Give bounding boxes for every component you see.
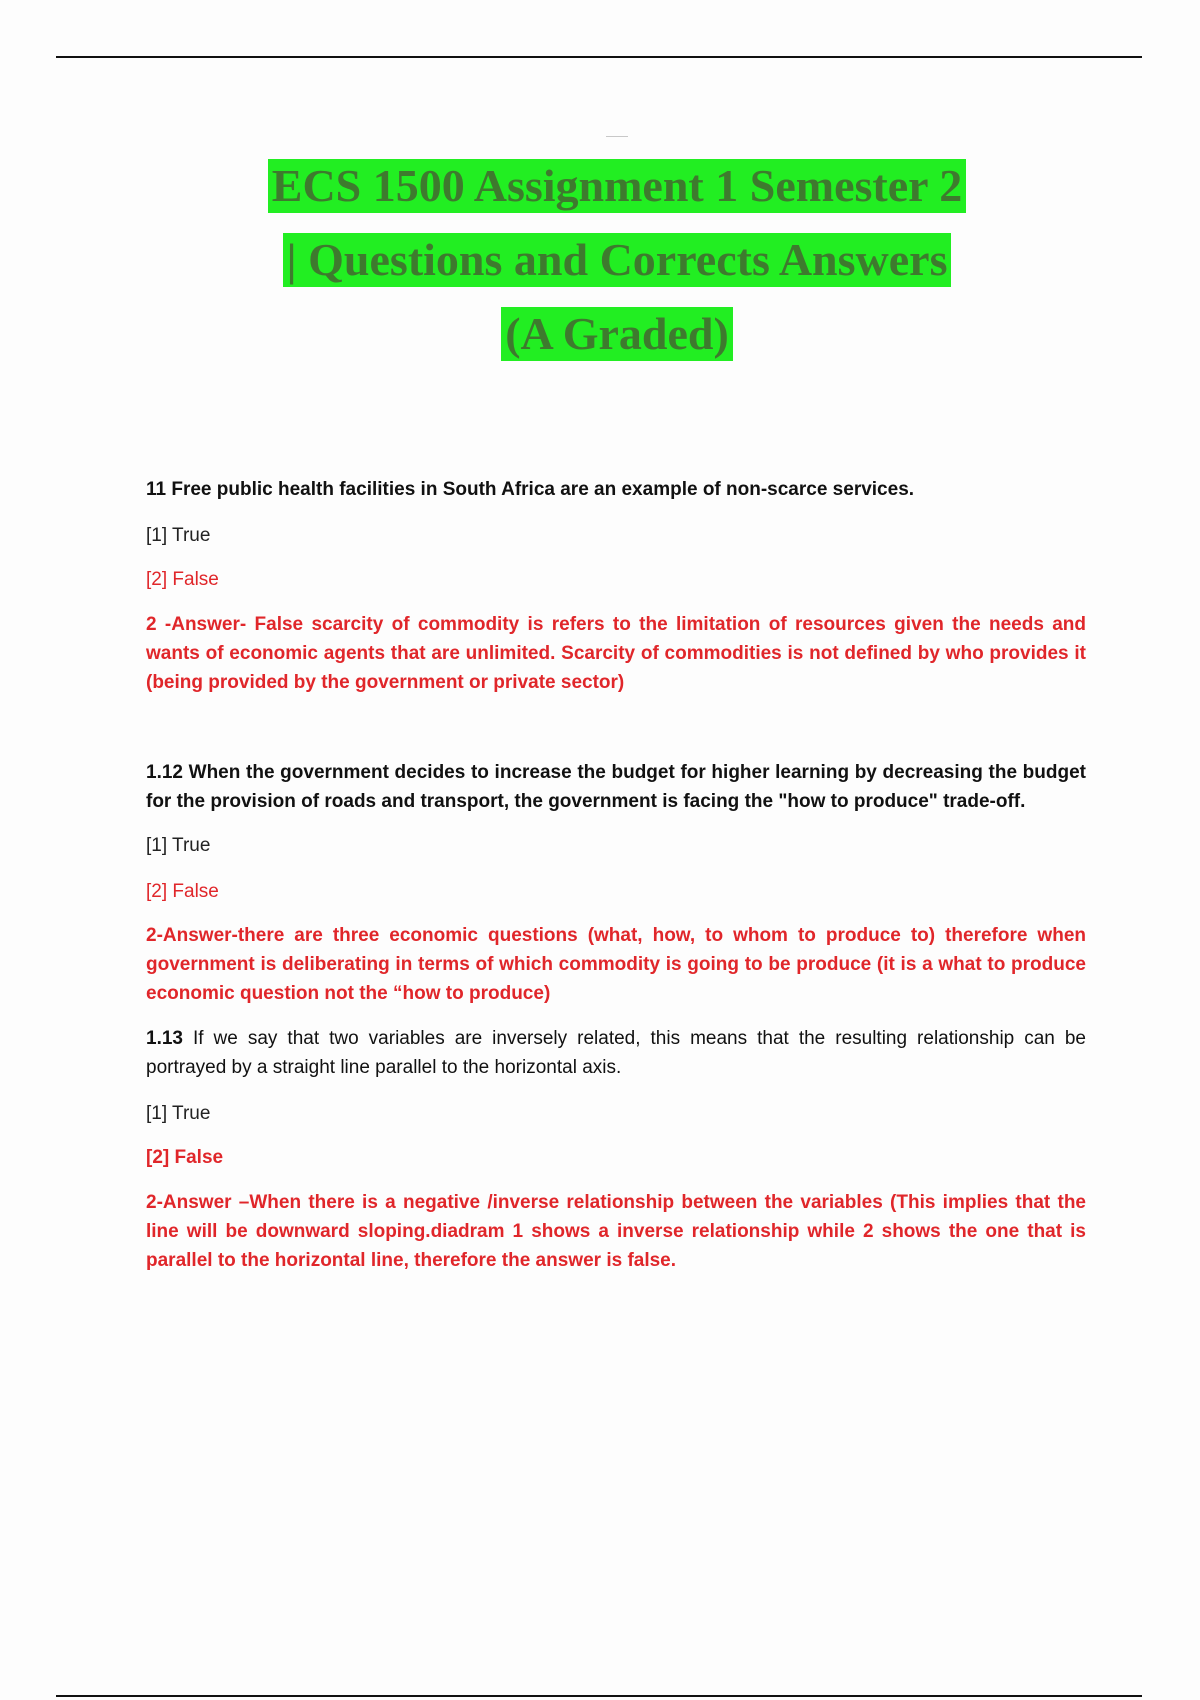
- question-11-answer: 2 -Answer- False scarcity of commodity is refers to the limitation of resources given the needs and wants of economic agents that are unlimited. Scarcity of commodities is not defined by who provides it (being provided by the government or private sector): [146, 614, 1086, 693]
- questions-content: [146, 475, 1086, 1275]
- bottom-rule: [56, 1695, 1142, 1697]
- faint-mark: [606, 136, 628, 137]
- title-line-3: (A Graded): [501, 307, 733, 361]
- question-13-answer: 2-Answer –When there is a negative /inverse relationship between the variables (This implies that the line will be downward sloping.diadram 1 shows a inverse relationship while 2 shows the one that is parallel to the horizontal line, therefore the answer is false.: [146, 1192, 1086, 1271]
- question-13-option-2: [2] False: [146, 1147, 224, 1168]
- question-12-number: 1.12: [146, 762, 183, 783]
- question-12-answer: 2-Answer-there are three economic questions (what, how, to whom to produce to) therefore when government is deliberating in terms of which commodity is going to be produce (it is a what to produce economic question not the “how to produce): [146, 925, 1086, 1004]
- question-12-option-1: [1] True: [146, 835, 211, 856]
- question-12-option-2: [2] False: [146, 881, 219, 902]
- document-title: [0, 152, 1200, 374]
- top-rule: [56, 56, 1142, 58]
- question-13-body: If we say that two variables are inversely related, this means that the resulting relationship can be portrayed by a straight line parallel to the horizontal axis.: [146, 1028, 1087, 1078]
- question-11-option-1: [1] True: [146, 525, 211, 546]
- question-12-body: When the government decides to increase the budget for higher learning by decreasing the budget for the provision of roads and transport, the government is facing the "how to produce" trade-off.: [146, 762, 1086, 812]
- question-13-option-1: [1] True: [146, 1103, 211, 1124]
- title-line-2: | Questions and Corrects Answers: [283, 233, 952, 287]
- question-11-option-2: [2] False: [146, 569, 219, 590]
- question-11-text: 11 Free public health facilities in South Africa are an example of non-scarce services.: [146, 479, 915, 500]
- question-13-number: 1.13: [146, 1028, 183, 1049]
- question-13-text: [146, 1024, 1086, 1082]
- title-line-1: ECS 1500 Assignment 1 Semester 2: [268, 159, 966, 213]
- question-12-text: [146, 758, 1086, 816]
